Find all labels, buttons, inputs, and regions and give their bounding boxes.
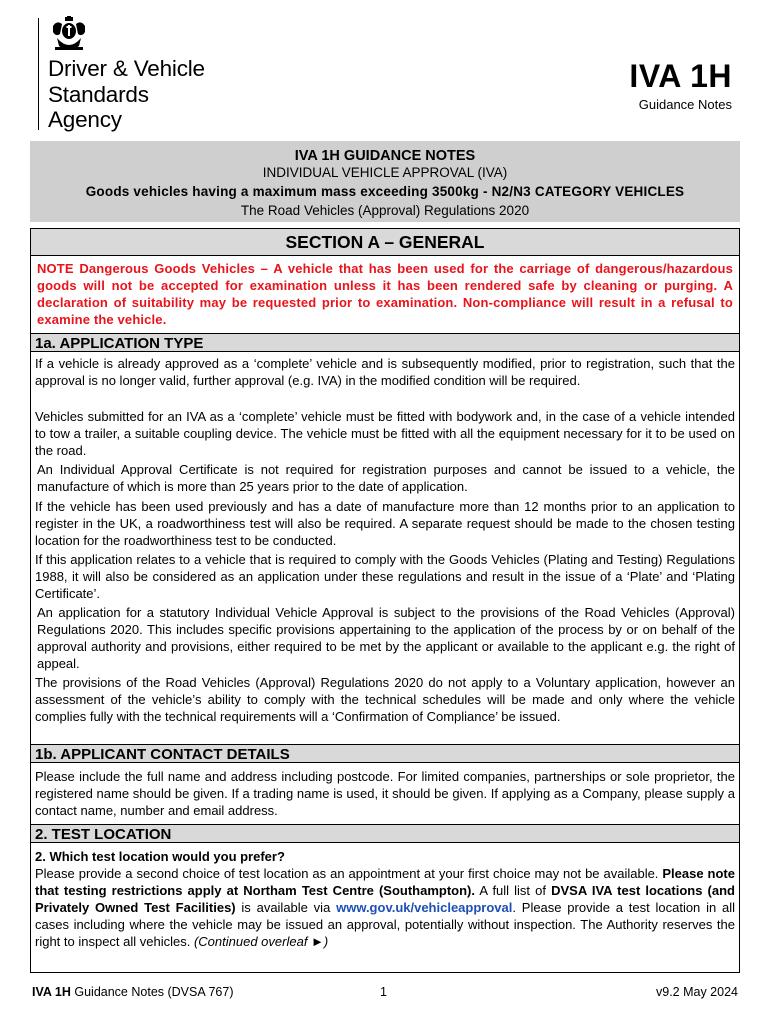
title-band bbox=[30, 141, 740, 222]
title-line-2: INDIVIDUAL VEHICLE APPROVAL (IVA) bbox=[262, 165, 508, 180]
agency-name bbox=[48, 56, 205, 133]
section-1a-paragraph-4: If the vehicle has been used previously and has a date of manufacture more than 12 months prior to an application to register in the UK, a roadworthiness test will also be required. A separate request should be made to the chosen testing location for the roadworthiness test to be conducted. bbox=[35, 499, 735, 548]
vehicle-approval-link[interactable]: www.gov.uk/vehicleapproval bbox=[336, 900, 513, 915]
section-1b-paragraph-1: Please include the full name and address including postcode. For limited companies, partnerships or sole proprietor, the registered name should be given. If a trading name is used, it should be given. If applying as a Company, please supply a contact name, number and email address. bbox=[35, 769, 735, 818]
section-2-test-locations: DVSA IVA test locations (and Privately Owned Test Facilities) bbox=[35, 883, 735, 915]
section-a-frame bbox=[30, 228, 740, 973]
footer-document-name bbox=[32, 985, 234, 999]
section-2-text-3: is available via bbox=[235, 900, 337, 915]
title-line-4: The Road Vehicles (Approval) Regulations 2020 bbox=[240, 203, 530, 218]
version-label: v9.2 May 2024 bbox=[656, 985, 738, 999]
section-1a-paragraph-6: An application for a statutory Individual Vehicle Approval is subject to the provisions of the Road Vehicles (Approval) Regulations 2020. This includes specific provisions appertaining to the application of the process by or on behalf of the approval authority and provisions, either required to be met by the applicant or available to the applicant e.g. the right of appeal. bbox=[37, 605, 735, 671]
title-line-1: IVA 1H GUIDANCE NOTES bbox=[294, 148, 476, 164]
section-1a-paragraph-2: Vehicles submitted for an IVA as a ‘complete’ vehicle must be fitted with bodywork and, in the case of a vehicle intended to tow a trailer, a suitable coupling device. The vehicle must be fitted with all the equipment necessary for it to be used on the road. bbox=[35, 409, 735, 458]
agency-name-line1: Driver & Vehicle bbox=[48, 56, 205, 81]
section-1a-paragraph-3: An Individual Approval Certificate is not required for registration purposes and cannot be issued to a vehicle, the manufacture of which is more than 25 years prior to the date of application. bbox=[37, 462, 735, 494]
agency-name-line2: Standards bbox=[48, 81, 149, 107]
footer-title: Guidance Notes (DVSA 767) bbox=[70, 985, 234, 999]
document-subtitle: Guidance Notes bbox=[638, 97, 732, 112]
footer-code: IVA 1H bbox=[32, 985, 71, 999]
agency-name-line3: Agency bbox=[48, 107, 122, 132]
dangerous-goods-note: NOTE Dangerous Goods Vehicles – A vehicle that has been used for the carriage of dangerous/hazardous goods will not be accepted for examination unless it has been rendered safe by cleaning or purging. A declaration of suitability may be requested prior to examination. Non-compliance will result in a refusal to examine the vehicle. bbox=[37, 261, 733, 327]
logo-divider bbox=[38, 18, 39, 130]
section-a-heading: SECTION A – GENERAL bbox=[31, 229, 739, 256]
section-2-text-1: Please provide a second choice of test location as an appointment at your first choice may not be available. bbox=[35, 866, 663, 881]
royal-crest-icon bbox=[47, 16, 91, 54]
title-line-3: Goods vehicles having a maximum mass exceeding 3500kg - N2/N3 CATEGORY VEHICLES bbox=[85, 184, 685, 199]
section-1a-paragraph-5: If this application relates to a vehicle that is required to comply with the Goods Vehicles (Plating and Testing) Regulations 1988, it will also be considered as an application under these regulations and result in the issue of a ‘Plate’ and ‘Plating Certificate’. bbox=[35, 552, 735, 601]
section-2-heading: 2. TEST LOCATION bbox=[31, 824, 739, 843]
document-code: IVA 1H bbox=[629, 58, 732, 94]
section-2-question: 2. Which test location would you prefer? bbox=[35, 849, 285, 864]
section-1a-paragraph-7: The provisions of the Road Vehicles (Approval) Regulations 2020 do not apply to a Voluntary application, however an assessment of the vehicle’s ability to comply with the technical schedules will be made and only where the vehicle complies fully with the technical requirements will a ‘Confirmation of Compliance’ be issued. bbox=[35, 675, 735, 724]
section-1b-heading: 1b. APPLICANT CONTACT DETAILS bbox=[31, 744, 739, 763]
continued-overleaf: (Continued overleaf ►) bbox=[193, 934, 329, 949]
section-2-text-2: A full list of bbox=[475, 883, 552, 898]
section-1a-paragraph-1: If a vehicle is already approved as a ‘complete’ vehicle and is subsequently modified, prior to registration, such that the approval is no longer valid, further approval (e.g. IVA) in the modified condition will be required. bbox=[35, 356, 735, 388]
section-2-northam-restriction: Please note that testing restrictions apply at Northam Test Centre (Southampton). bbox=[35, 866, 735, 898]
section-2-text-4: . Please provide a test location in all cases including where the vehicle may be issued an approval, potentially without inspection. The Authority reserves the right to inspect all vehicles. bbox=[35, 900, 735, 949]
section-1a-heading: 1a. APPLICATION TYPE bbox=[31, 333, 739, 352]
page-number: 1 bbox=[380, 985, 387, 999]
section-2-body bbox=[35, 848, 735, 950]
